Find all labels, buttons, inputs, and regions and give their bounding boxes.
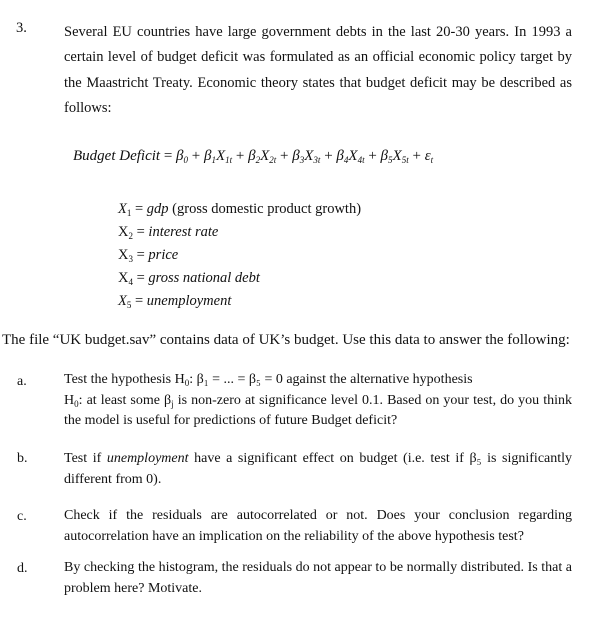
variable-def: $X_1$ = gdp (gross domestic product growth): [118, 201, 362, 218]
question-intro: Several EU countries have large government debts in the last 20-30 years. In 1993 a certain level of budget deficit was formulated as an official economic policy target by the Maastricht Treaty. Economic theory states that budget deficit may be described as follows:: [64, 24, 572, 116]
variable-def: $X_5$ = unemployment: [118, 293, 232, 310]
part-d-label: d.: [17, 561, 28, 576]
eq-term-3: $\beta_3X_{3t}$: [292, 148, 321, 165]
variable-definitions: [118, 198, 361, 313]
eq-term-4: $\beta_4X_{4t}$: [336, 148, 365, 165]
variable-def: $X_4$ = gross national debt: [118, 270, 260, 287]
part-c-text: Check if the residuals are autocorrelated or not. Does your conclusion regarding autocorrelation have an implication on the reliability of the above hypothesis test?: [64, 508, 572, 544]
part-a-label: a.: [17, 374, 27, 389]
part-c-label: c.: [17, 509, 27, 524]
equation-lhs: Budget Deficit: [73, 148, 161, 164]
eq-term-5: $\beta_5X_{5t}$: [380, 148, 409, 165]
eq-term-2: $\beta_2X_{2t}$: [248, 148, 277, 165]
file-instruction: The file “UK budget.sav” contains data of UK’s budget. Use this data to answer the following:: [2, 332, 570, 348]
question-number: 3.: [16, 20, 27, 36]
part-d-text: By checking the histogram, the residuals do not appear to be normally distributed. Is that a problem here? Motivate.: [64, 560, 572, 596]
eq-term-0: $\beta_0$: [176, 148, 189, 165]
eq-error-term: $\varepsilon_t$: [424, 148, 434, 165]
eq-term-1: $\beta_1X_{1t}$: [203, 148, 233, 165]
part-b-text: Test if unemployment have a significant effect on budget (i.e. test if β₅ is significantly different from 0).: [64, 451, 573, 487]
part-b-label: b.: [17, 451, 28, 466]
budget-equation: Budget Deficit = $\beta_0 + \beta_1X_{1t} + \beta_2X_{2t} + \beta_3X_{3t} + \beta_4X_{4t} + \beta_5X_{5t} + \varepsilon_t$: [73, 148, 434, 165]
part-a-text: Test the hypothesis $H_0$: β₁ = ... = β₅ = 0 against the alternative hypothesis $H_0$: at least some $\beta_j$ is non-zero at significance level 0.1. Based on your test, do you think the model is useful for predictions of future Budget deficit?: [64, 372, 573, 428]
variable-def: $X_2$ = interest rate: [118, 224, 219, 241]
variable-def: $X_3$ = price: [118, 247, 179, 264]
